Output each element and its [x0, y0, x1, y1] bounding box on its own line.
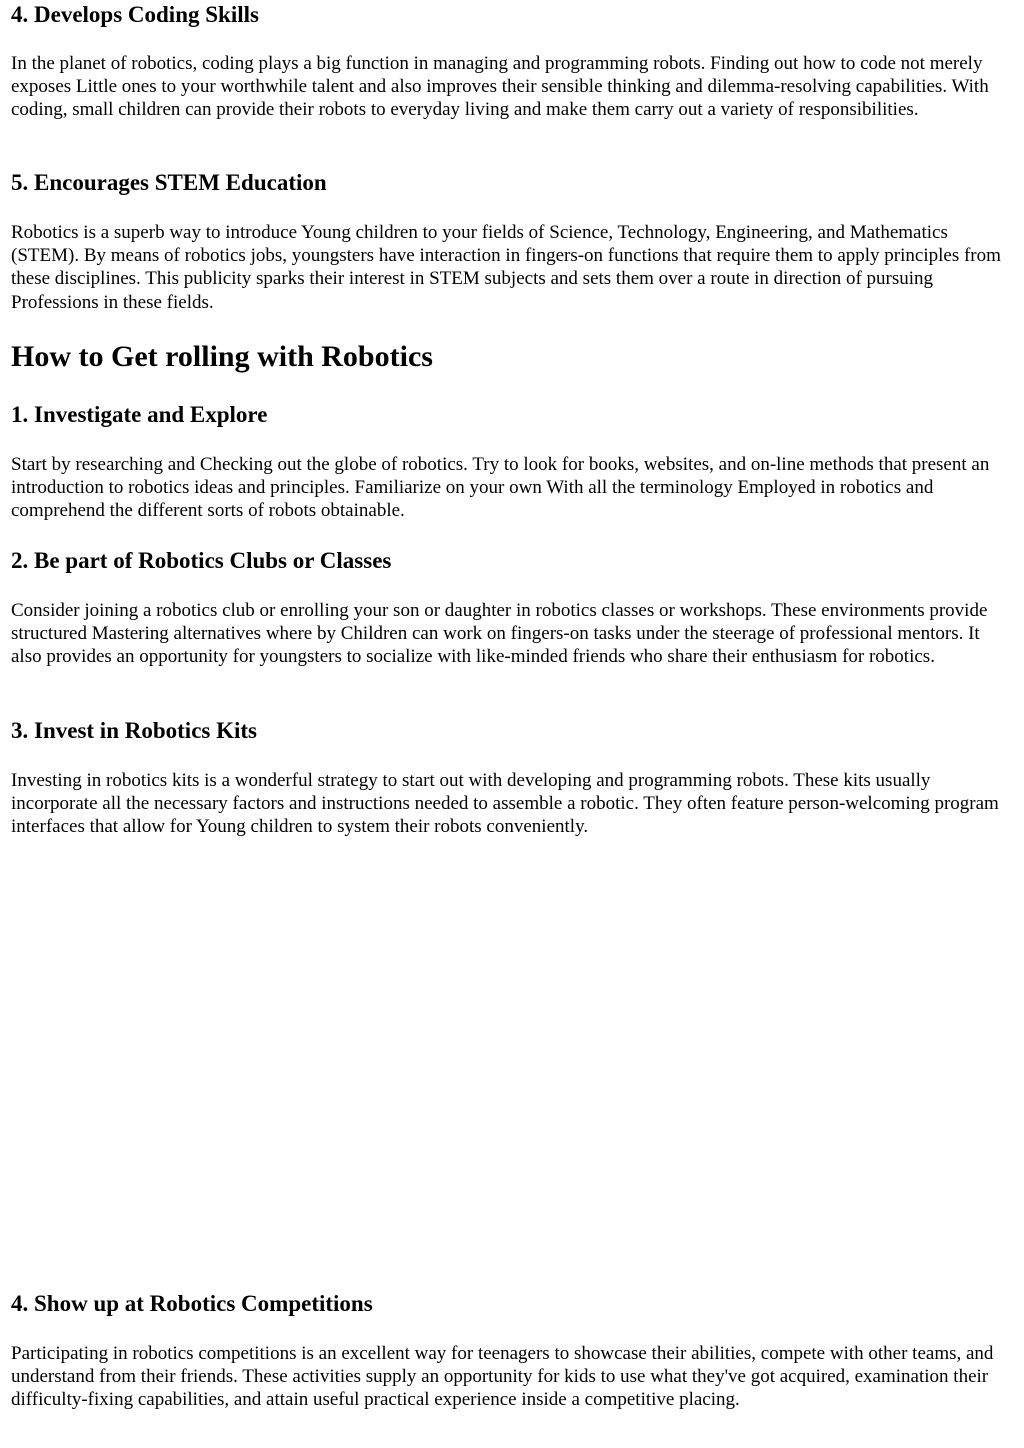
step-body-kits: Investing in robotics kits is a wonderful strategy to start out with developing and programming robots. These kits usually incorporate all the necessary factors and instructions needed to assemble a robotic. They often feature person-welcoming program interfaces that allow for Young children to system their robots conveniently. — [11, 770, 999, 838]
main-heading: How to Get rolling with Robotics — [11, 340, 433, 373]
step-body-investigate: Start by researching and Checking out the globe of robotics. Try to look for books, websites, and on-line methods that present an introduction to robotics ideas and principles. Familiarize on your own With all the terminology Employed in robotics and comprehend the different sorts of robots obtainable. — [11, 454, 990, 522]
section-heading-stem-education: 5. Encourages STEM Education — [11, 170, 327, 195]
step-body-clubs: Consider joining a robotics club or enrolling your son or daughter in robotics classes or workshops. These environments provide structured Mastering alternatives where by Children can work on fingers-on tasks under the steerage of professional mentors. It also provides an opportunity for youngsters to socialize with like-minded friends who share their enthusiasm for robotics. — [11, 600, 988, 668]
step-body-competitions: Participating in robotics competitions is an excellent way for teenagers to showcase their abilities, compete with other teams, and understand from their friends. These activities supply an opportunity for kids to use what they've got acquired, examination their difficulty-fixing capabilities, and attain useful practical experience inside a competitive placing. — [11, 1343, 994, 1411]
section-body-coding-skills: In the planet of robotics, coding plays a big function in managing and programming robots. Finding out how to code not merely exposes Little ones to your worthwhile talent and also improves their sensible thinking and dilemma-resolving capabilities. With coding, small children can provide their robots to everyday living and make them carry out a variety of responsibilities. — [11, 53, 989, 121]
step-heading-investigate: 1. Investigate and Explore — [11, 402, 268, 427]
step-heading-kits: 3. Invest in Robotics Kits — [11, 718, 257, 743]
step-heading-competitions: 4. Show up at Robotics Competitions — [11, 1291, 373, 1316]
section-heading-coding-skills: 4. Develops Coding Skills — [11, 2, 259, 27]
step-heading-clubs: 2. Be part of Robotics Clubs or Classes — [11, 548, 392, 573]
blank-space — [11, 850, 1015, 1280]
section-body-stem-education: Robotics is a superb way to introduce Young children to your fields of Science, Technology, Engineering, and Mathematics (STEM). By means of robotics jobs, youngsters have interaction in fingers-on functions that require them to apply principles from these disciplines. This publicity sparks their interest in STEM subjects and sets them over a route in direction of pursuing Professions in these fields. — [11, 222, 1001, 313]
